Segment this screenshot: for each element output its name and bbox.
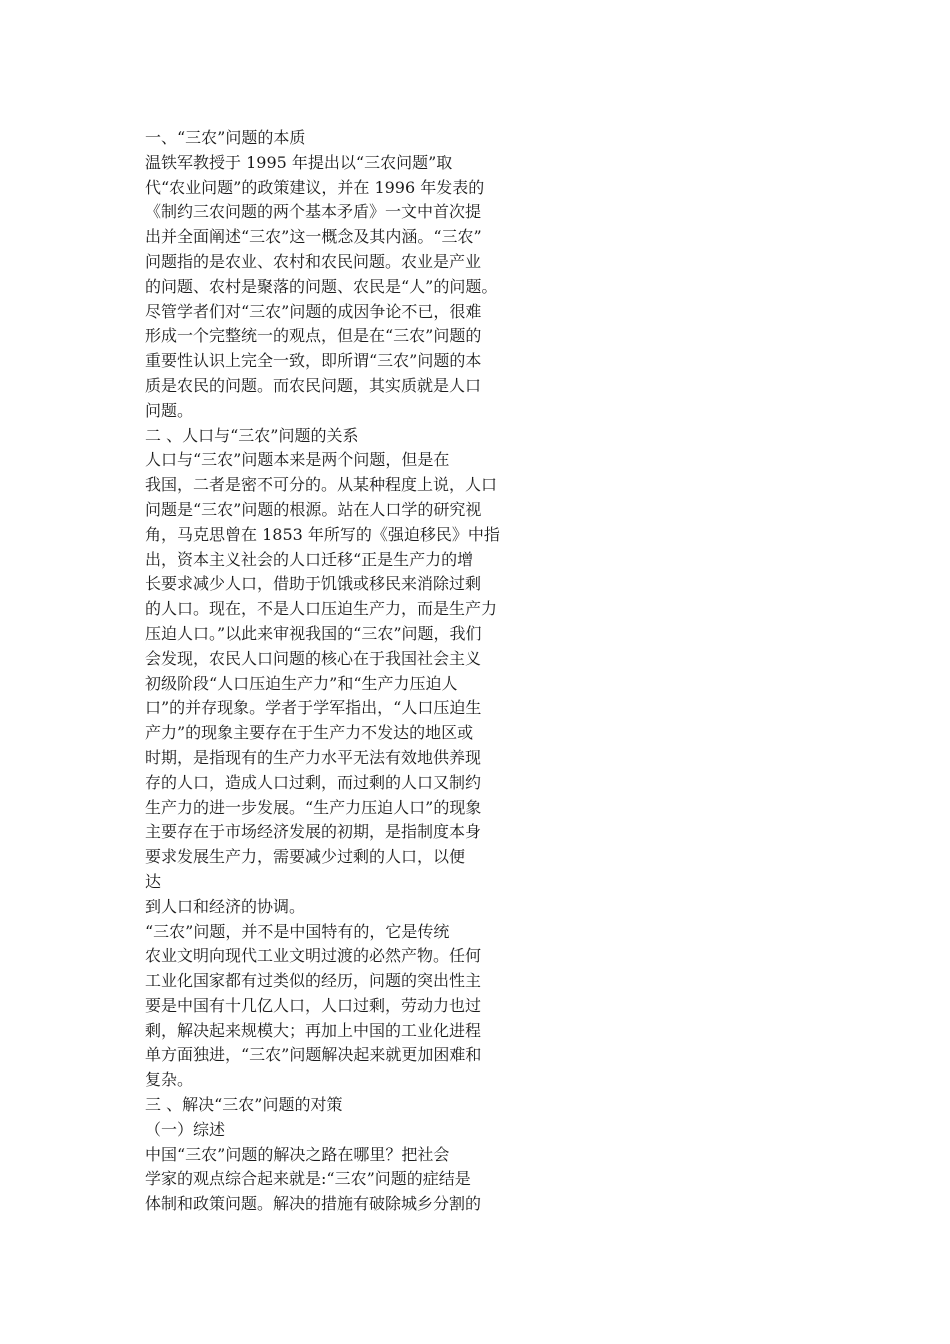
paragraph-line: 压迫人口。”以此来审视我国的“三农”问题，我们 — [145, 623, 482, 643]
paragraph-line: 问题。 — [145, 400, 194, 420]
section-heading-3: 三 、解决“三农”问题的对策 — [145, 1095, 343, 1115]
paragraph-line: 《制约三农问题的两个基本矛盾》一文中首次提 — [145, 202, 482, 222]
paragraph-line: 问题是“三农”问题的根源。站在人口学的研究视 — [145, 499, 482, 519]
paragraph-line: 复杂。 — [145, 1070, 194, 1090]
paragraph-line: 重要性认识上完全一致，即所谓“三农”问题的本 — [145, 351, 482, 371]
section-heading-1: 一、“三农”问题的本质 — [145, 128, 306, 147]
paragraph-line: 出并全面阐述“三农”这一概念及其内涵。“三农” — [145, 227, 482, 247]
paragraph-line: 到人口和经济的协调。 — [145, 896, 306, 916]
paragraph-line: 体制和政策问题。解决的措施有破除城乡分割的 — [145, 1194, 482, 1214]
paragraph-line: 问题指的是农业、农村和农民问题。农业是产业 — [145, 251, 482, 271]
paragraph-line: 时期，是指现有的生产力水平无法有效地供养现 — [145, 747, 482, 767]
paragraph-line: 初级阶段“人口压迫生产力”和“生产力压迫人 — [145, 673, 458, 693]
subsection-heading: （一）综述 — [145, 1119, 226, 1139]
paragraph-line: 人口与“三农”问题本来是两个问题，但是在 — [145, 450, 450, 470]
paragraph-line: 温铁军教授于 1995 年提出以“三农问题”取 — [145, 152, 453, 172]
paragraph-line: 出，资本主义社会的人口迁移“正是生产力的增 — [145, 549, 474, 569]
paragraph-line: 工业化国家都有过类似的经历，问题的突出性主 — [145, 971, 482, 991]
paragraph-line: 要是中国有十几亿人口，人口过剩，劳动力也过 — [145, 995, 482, 1015]
paragraph-line: 的问题、农村是聚落的问题、农民是“人”的问题。 — [145, 276, 498, 296]
paragraph-line: 角，马克思曾在 1853 年所写的《强迫移民》中指 — [145, 524, 500, 544]
paragraph-line: 代“农业问题”的政策建议，并在 1996 年发表的 — [145, 177, 485, 197]
section-heading-2: 二 、人口与“三农”问题的关系 — [145, 425, 359, 445]
paragraph-line: 剩，解决起来规模大；再加上中国的工业化进程 — [145, 1020, 482, 1040]
paragraph-line: 单方面独进，“三农”问题解决起来就更加困难和 — [145, 1045, 482, 1065]
paragraph-line: 要求发展生产力，需要减少过剩的人口，以便 — [145, 847, 466, 867]
paragraph-line: 主要存在于市场经济发展的初期，是指制度本身 — [145, 822, 482, 842]
paragraph-line: 产力”的现象主要存在于生产力不发达的地区或 — [145, 723, 474, 743]
paragraph-line: 长要求减少人口，借助于饥饿或移民来消除过剩 — [145, 574, 482, 594]
paragraph-line: “三农”问题，并不是中国特有的，它是传统 — [145, 921, 450, 941]
paragraph-line: 存的人口，造成人口过剩，而过剩的人口又制约 — [145, 772, 482, 792]
paragraph-line: 口”的并存现象。学者于学军指出，“人口压迫生 — [145, 698, 482, 718]
document-body — [145, 126, 565, 1217]
paragraph-line: 的人口。现在，不是人口压迫生产力，而是生产力 — [145, 599, 498, 619]
paragraph-line: 我国，二者是密不可分的。从某种程度上说，人口 — [145, 475, 498, 495]
paragraph-line: 质是农民的问题。而农民问题，其实质就是人口 — [145, 375, 482, 395]
paragraph-line: 生产力的进一步发展。“生产力压迫人口”的现象 — [145, 797, 482, 817]
paragraph-line: 尽管学者们对“三农”问题的成因争论不已，很难 — [145, 301, 482, 321]
paragraph-line: 农业文明向现代工业文明过渡的必然产物。任何 — [145, 946, 482, 966]
paragraph-line: 会发现，农民人口问题的核心在于我国社会主义 — [145, 648, 482, 668]
paragraph-line: 学家的观点综合起来就是:“三农”问题的症结是 — [145, 1169, 471, 1189]
paragraph-line: 中国“三农”问题的解决之路在哪里？把社会 — [145, 1144, 450, 1164]
paragraph-line: 达 — [145, 871, 162, 891]
paragraph-line: 形成一个完整统一的观点，但是在“三农”问题的 — [145, 326, 482, 346]
